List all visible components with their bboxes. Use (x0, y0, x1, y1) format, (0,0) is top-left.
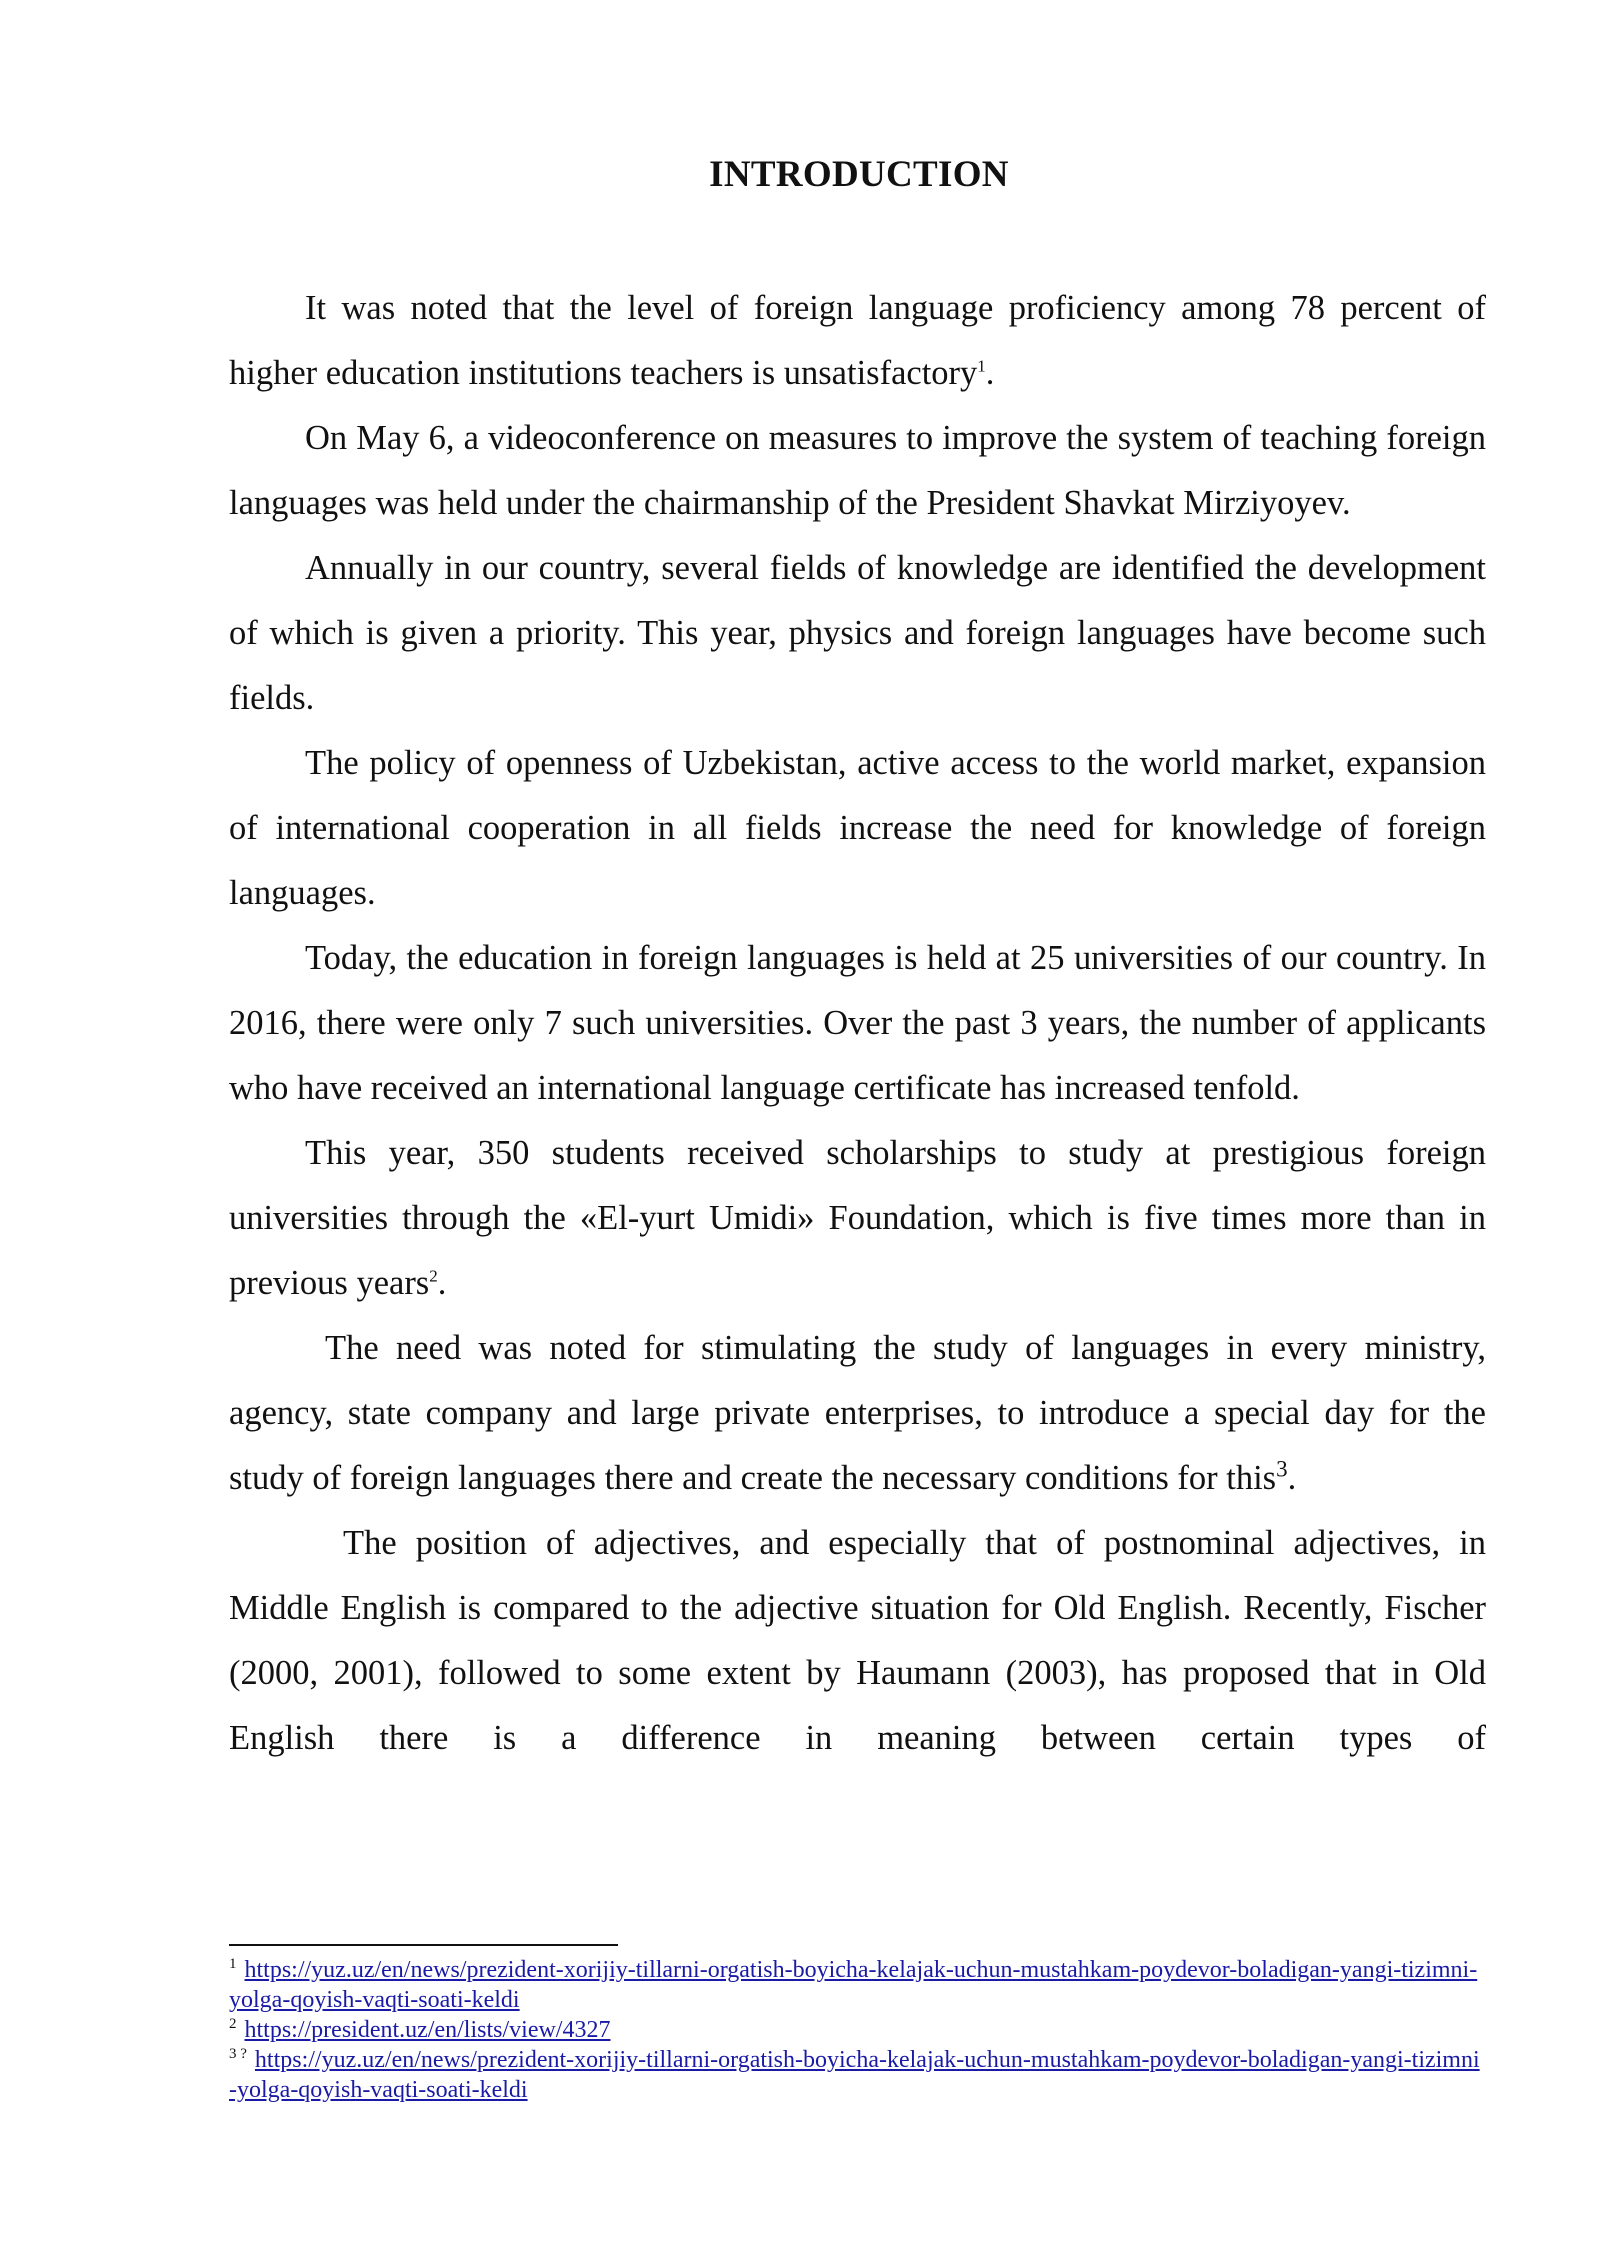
paragraph-text: The policy of openness of Uzbekistan, active access to the world market, expansion of international cooperation in all fields increase the need for knowledge of foreign languages. (229, 744, 1486, 912)
paragraph-3 (229, 536, 1486, 731)
footnote-3 (229, 2045, 1486, 2105)
paragraph-text: This year, 350 students received scholarships to study at prestigious foreign universities through the «El-yurt Umidi» Foundation, which is five times more than in previous years (229, 1134, 1486, 1302)
page-title: INTRODUCTION (709, 154, 1009, 195)
body-text (229, 276, 1486, 1771)
paragraph-text: Annually in our country, several fields of knowledge are identified the development of which is given a priority. This year, physics and foreign languages have become such fields. (229, 549, 1486, 717)
paragraph-8 (229, 1511, 1486, 1771)
paragraph-6 (229, 1121, 1486, 1316)
footnote-mark: 3 ? (229, 2046, 247, 2062)
footnote-mark: 1 (229, 1956, 237, 1972)
footnote-separator (229, 1944, 618, 1946)
paragraph-5 (229, 926, 1486, 1121)
paragraph-text: The need was noted for stimulating the study of languages in every ministry, agency, state company and large private enterprises, to introduce a special day for the study of foreign languages there and create the necessary conditions for this (229, 1329, 1486, 1497)
footnote-mark: 2 (229, 2016, 237, 2032)
paragraph-2 (229, 406, 1486, 536)
paragraph-4 (229, 731, 1486, 926)
footnote-link[interactable]: https://yuz.uz/en/news/prezident-xorijiy-tillarni-orgatish-boyicha-kelajak-uchun-mustahkam-poydevor-boladigan-yangi-tizimni-yolga-qoyish-vaqti-soati-keldi (229, 2047, 1480, 2103)
paragraph-tail: . (1287, 1459, 1297, 1497)
paragraph-7 (229, 1316, 1486, 1511)
footnotes (229, 1955, 1486, 2105)
footnote-ref: 3 (1276, 1456, 1288, 1482)
paragraph-tail: . (437, 1264, 447, 1302)
paragraph-text: It was noted that the level of foreign language proficiency among 78 percent of higher education institutions teachers is unsatisfactory (229, 289, 1486, 392)
footnote-1 (229, 1955, 1486, 2015)
footnote-link[interactable]: https://president.uz/en/lists/view/4327 (244, 2017, 611, 2043)
paragraph-text: The position of adjectives, and especially that of postnominal adjectives, in Middle English is compared to the adjective situation for Old English. Recently, Fischer (2000, 2001), followed to some extent by Haumann (2003), has proposed that in Old English there is a difference in meaning between certain types of (229, 1524, 1486, 1757)
paragraph-text: On May 6, a videoconference on measures to improve the system of teaching foreign languages was held under the chairmanship of the President Shavkat Mirziyoyev. (229, 419, 1486, 522)
footnote-ref: 1 (977, 356, 986, 376)
footnote-link[interactable]: https://yuz.uz/en/news/prezident-xorijiy-tillarni-orgatish-boyicha-kelajak-uchun-mustahkam-poydevor-boladigan-yangi-tizimni-yolga-qoyish-vaqti-soati-keldi (229, 1957, 1478, 2013)
footnote-ref: 2 (429, 1266, 438, 1286)
paragraph-tail: . (985, 354, 995, 392)
paragraph-1 (229, 276, 1486, 406)
paragraph-text: Today, the education in foreign languages is held at 25 universities of our country. In 2016, there were only 7 such universities. Over the past 3 years, the number of applicants who have received an international language certificate has increased tenfold. (229, 939, 1486, 1107)
footnote-2 (229, 2015, 1486, 2045)
